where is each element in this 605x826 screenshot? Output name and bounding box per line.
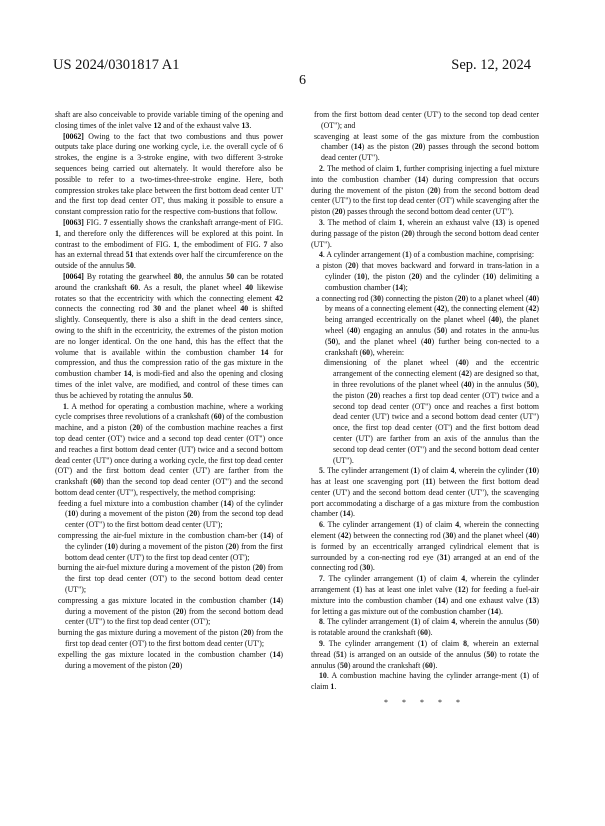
claim-step: burning the air-fuel mixture during a movement of the piston (20) from the first top dead center (OT') to the second bottom dead center (UT"); [58,563,283,595]
claim-step: feeding a fuel mixture into a combustion chamber (14) of the cylinder (10) during a movement of the piston (20) from the second top dead center (OT") to the first bottom dead center (UT'); [58,498,283,530]
paragraph: 1. A method for operating a combustion machine, where a working cycle comprises three revolutions of a crankshaft (60) of the combustion machine, and a piston (20) of the combustion machine reaches a first top dead center (OT') twice and a second top dead center (OT") once and reaches a first bottom dead center (UT') twice and a second bottom dead center (UT") once during a working cycle, the first top dead center (OT') and the first bottom dead center (UT') are farther from the crankshaft (60) than the second top dead center (OT") and the second bottom dead center (UT"), respectively, the method comprising: [55,401,284,497]
publication-date: Sep. 12, 2024 [451,57,531,73]
paragraph: [0064] By rotating the gearwheel 80, the annulus 50 can be rotated around the crankshaft 60. As a result, the planet wheel 40 likewise rotates so that the eccentricity with which the connecting element 42 connects the connecting rod 30 and the planet wheel 40 is shifted slightly. Consequently, there is also a shift in the dead centers since, owing to the shift in the eccentricity, the extremes of the piston motion are no longer identical. On the one hand, this has the effect that the volume that is available within the combustion chamber 14 for compression, and thus the compression ratio of the gas mixture in the combustion chamber 14, is modi-fied and also the opening and closing times of the inlet valve, are modified, and control of these times can thus be achieved by rotating the annulus 50. [55,271,284,400]
paragraph: 8. The cylinder arrangement (1) of claim 4, wherein the annulus (50) is rotatable around the crankshaft (60). [311,617,539,638]
paragraph: [0063] FIG. 7 essentially shows the crankshaft arrange-ment of FIG. 1, and therefore only the differences will be explored at this point. In contrast to the embodiment of FIG. 1, the embodiment of FIG. 7 also has an external thread 51 that extends over half the circumference on the outside of the annulus 50. [55,217,284,271]
right-text-column [311,110,539,709]
claim-step: compressing a gas mixture located in the combustion chamber (14) during a movement of the piston (20) from the second bottom dead center (UT") to the first top dead center (OT'); [58,595,283,627]
claim-step: from the first bottom dead center (UT') to the second top dead center (OT"); and [314,110,539,130]
paragraph: 3. The method of claim 1, wherein an exhaust valve (13) is opened during passage of the piston (20) through the second bottom dead center (UT"). [311,217,539,249]
claim-step: expelling the gas mixture located in the combustion chamber (14) during a movement of the piston (20) [58,649,283,670]
paragraph: 7. The cylinder arrangement (1) of claim 4, wherein the cylinder arrangement (1) has at least one inlet valve (12) for feeding a fuel-air mixture into the combustion chamber (14) and one exhaust valve (13) for letting a gas mixture out of the combustion chamber (14). [311,574,539,616]
paragraph: 10. A combustion machine having the cylinder arrange-ment (1) of claim 1. [311,671,540,692]
page-number: 6 [299,73,306,88]
paragraph: 9. The cylinder arrangement (1) of claim 8, wherein an external thread (51) is arranged on an outside of the annulus (50) to rotate the annulus (50) around the crankshaft (60). [311,639,539,670]
paragraph: 5. The cylinder arrangement (1) of claim 4, wherein the cylinder (10) has at least one scavenging port (11) between the first bottom dead center (UT') and the second bottom dead center (UT"), the scavenging port accommodating a discharge of a gas mixture from the combustion chamber (14). [311,466,539,519]
end-marks: * * * * * [384,698,466,708]
claim-element: a piston (20) that moves backward and forward in trans-lation in a cylinder (10), the piston (20) and the cylinder (10) delimiting a combustion chamber (14); [316,261,539,292]
paragraph: shaft are also conceivable to provide variable timing of the opening and closing times of the inlet valve 12 and of the exhaust valve 13. [55,110,283,130]
left-text-column [55,110,283,671]
claim-element: a connecting rod (30) connecting the piston (20) to a planet wheel (40) by means of a connecting element (42), the connecting element (42) being arranged eccentrically on the planet wheel (40), the planet wheel (40) engaging an annulus (50) and rotates in the annu-lus (50), and the planet wheel (40) further being con-nected to a crankshaft (60), wherein: [316,293,539,357]
paragraph: [0062] Owing to the fact that two combustions and thus power outputs take place during one working cycle, i.e. the overall cycle of 6 strokes, the engine is a 3-stroke engine, with two different 3-stroke sequences being carried out alternately. It would therefore also be possible to refer to a two-times-three-stroke engine. Here, both compression strokes take place between the first bottom dead center UT' and the first top dead center OT', thus making it possible to ensure a constant compression ratio for the respective com-bustions that follow. [55,131,283,217]
claim-step: compressing the air-fuel mixture in the combustion cham-ber (14) of the cylinder (10) during a movement of the piston (20) from the first bottom dead center (UT') to the first top dead center (OT'); [58,531,283,562]
claim-sub-element: dimensioning of the planet wheel (40) and the eccentric arrangement of the connecting element (42) are designed so that, in three revolutions of the planet wheel (40) in the annulus (50), the piston (20) reaches a first top dead center (OT') twice and a second top dead center (OT") once and reaches a first bottom dead center (UT') twice and a second bottom dead center (UT") once, the first top dead center (OT') and the first bottom dead center (UT') are farther from an axis of the annulus than the second top dead center (OT") and the second bottom dead center (UT"). [324,358,539,465]
publication-number: US 2024/0301817 A1 [53,57,180,73]
claim-step: scavenging at least some of the gas mixture from the combustion chamber (14) as the piston (20) passes through the second bottom dead center (UT"). [314,131,539,163]
paragraph: 4. A cylinder arrangement (1) of a combustion machine, comprising: [319,250,535,260]
claim-step: burning the gas mixture during a movement of the piston (20) from the first top dead center (OT') to the first bottom dead center (UT'); [58,628,283,649]
paragraph: 2. The method of claim 1, further comprising injecting a fuel mixture into the combustion chamber (14) during compression that occurs during the movement of the piston (20) from the second bottom dead center (UT") to the first top dead center (OT') while scavenging after the piston (20) passes through the second bottom dead center (UT"). [311,163,540,217]
paragraph: 6. The cylinder arrangement (1) of claim 4, wherein the connecting element (42) between the connecting rod (30) and the planet wheel (40) is formed by an eccentrically arranged cylindrical element that is surrounded by a con-necting rod eye (31) arranged at an end of the connecting rod (30). [311,520,539,573]
